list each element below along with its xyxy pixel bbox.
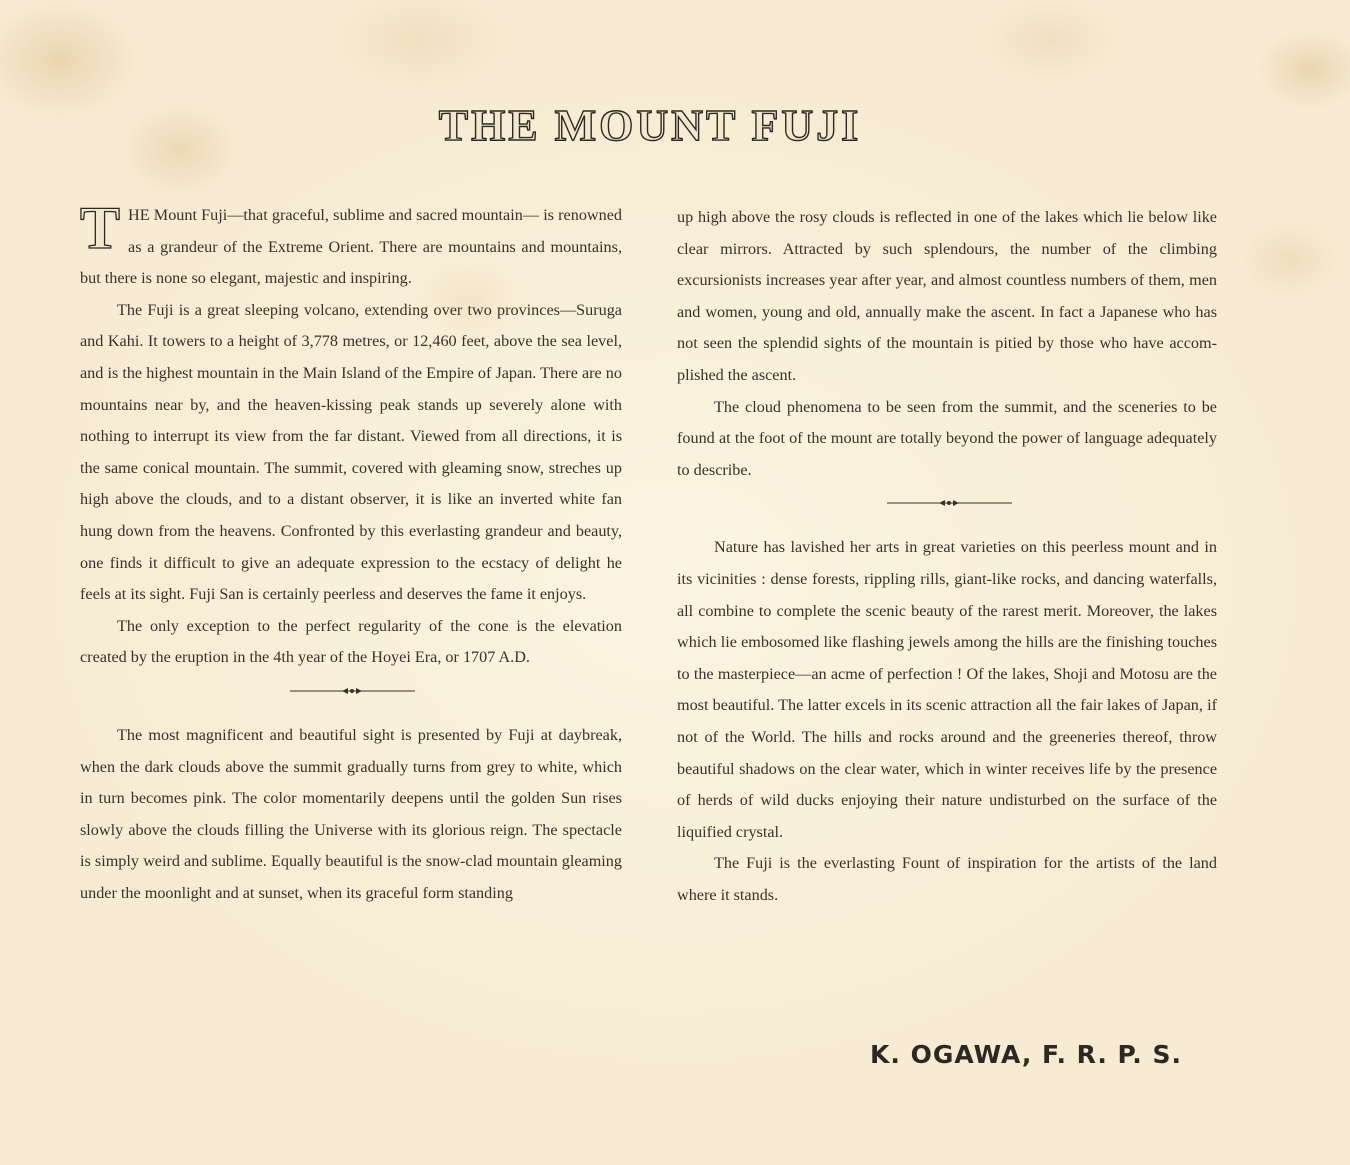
paragraph-intro-text: HE Mount Fuji—that graceful, sublime and sacred mountain— is renowned as a grandeur of the Extreme Orient. There are mountains and mountains, but there is none so elegant, majestic and inspiring. — [80, 206, 622, 288]
paragraph-daybreak: The most magnificent and beautiful sight is presented by Fuji at daybreak, when the dark clouds above the summit gradually turns from grey to white, which in turn becomes pink. The color momentarily deepens until the golden Sun rises slowly above the clouds filling the Universe with its glorious reign. The spectacle is simply weird and sublime. Equally beautiful is the snow-clad mountain gleaming under the moonlight and at sunset, when its graceful form standing — [80, 725, 622, 902]
paragraph-intro — [80, 195, 622, 295]
left-column — [80, 195, 622, 909]
paragraph-inspiration: The Fuji is the everlasting Fount of inspiration for the artists of the land where it stands. — [677, 854, 1217, 904]
author-signature: K. OGAWA, F. R. P. S. — [870, 1040, 1182, 1069]
paragraph-volcano: The Fuji is a great sleeping volcano, extending over two provinces—Suruga and Kahi. It towers to a height of 3,778 metres, or 12,460 feet, above the sea level, and is the highest mountain in the Main Island of the Empire of Japan. There are no mountains near by, and the heaven-kissing peak stands up severely alone with nothing to interrupt its view from the far distant. Viewed from all directions, it is the same conical mountain. The summit, covered with gleaming snow, streches up high above the clouds, and to a distant observer, it is like an inverted white fan hung down from the heavens. Confronted by this everlasting grandeur and beauty, one finds it difficult to give an adequate expression to the ecstacy of delight he feels at its sight. Fuji San is certainly peerless and deserves the fame it enjoys. — [80, 300, 622, 604]
drop-cap: T — [80, 195, 121, 261]
right-column — [677, 202, 1217, 911]
paragraph-exception: The only exception to the perfect regularity of the cone is the elevation created by the eruption in the 4th year of the Hoyei Era, or 1707 A.D. — [80, 616, 622, 667]
page-title: THE MOUNT FUJI — [438, 101, 862, 150]
section-divider-ornament — [887, 498, 1012, 508]
paragraph-continued: up high above the rosy clouds is reflected in one of the lakes which lie below like clear mirrors. Attracted by such splendours, the number of the climbing excursionists increases year after year, and almost countless numbers of them, men and women, young and old, annually make the ascent. In fact a Japanese who has not seen the splendid sights of the mountain is pitied by those who have accomplished the ascent. — [677, 208, 1217, 384]
section-divider-ornament — [290, 686, 415, 696]
paragraph-cloud-phenomena: The cloud phenomena to be seen from the summit, and the sceneries to be found at the foot of the mount are totally beyond the power of language adequately to describe. — [677, 397, 1217, 479]
paragraph-nature: Nature has lavished her arts in great varieties on this peerless mount and in its vicinities : dense forests, rippling rills, giant-like rocks, and dancing waterfalls, all combine to complete the scenic beauty of the rarest merit. Moreover, the lakes which lie embosomed like flashing jewels among the hills are the finishing touches to the masterpiece—an acme of perfection ! Of the lakes, Shoji and Motosu are the most beautiful. The latter excels in its scenic attraction all the fair lakes of Japan, if not of the World. The hills and rocks around and the greeneries thereof, throw beautiful shadows on the clear water, which in winter receives life by the presence of herds of wild ducks enjoying their nature undisturbed on the surface of the liquified crystal. — [677, 538, 1217, 841]
